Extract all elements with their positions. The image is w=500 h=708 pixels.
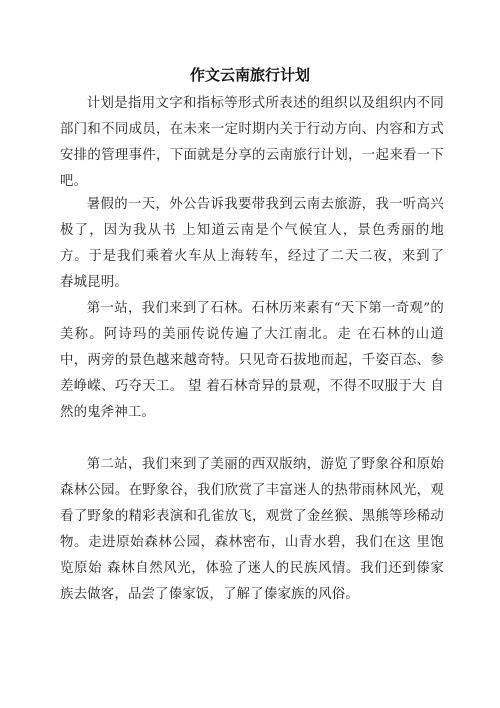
paragraph-xishuangbanna: 第二站，我们来到了美丽的西双版纳，游览了野象谷和原始森林公园。在野象谷，我们欣赏了丰富迷人的热带雨林风光，观看了野象的精彩表演和孔雀放飞，观赏了金丝猴、黑熊等珍稀动物。走进原始森林公园，森林密布，山青水碧，我们在这 里饱览原始 森林自然风光，体验了迷人的民族风情。我们还到傣家族去做客，品尝了傣家饭，了解了傣家族的风俗。: [60, 457, 444, 602]
paragraph-intro: 计划是指用文字和指标等形式所表述的组织以及组织内不同部门和不同成员，在未来一定时期内关于行动方向、内容和方式安排的管理事件，下面就是分享的云南旅行计划，一起来看一下吧。: [60, 96, 444, 189]
document-title: 作文云南旅行计划: [189, 66, 310, 84]
paragraph-stone-forest: 第一站，我们来到了石林。石林历来素有“天下第一奇观”的美称。阿诗玛的美丽传说传遍了大江南北。走 在石林的山道中，两旁的景色越来越奇特。只见奇石拔地而起，千姿百态、参差峥嵘、巧夺天工。 望 着石林奇异的景观，不得不叹服于大 自然的鬼斧神工。: [60, 301, 444, 420]
paragraph-summer-trip: 暑假的一天，外公告诉我要带我到云南去旅游，我一听高兴极了，因为我从书 上知道云南是个气候宜人，景色秀丽的地方。于是我们乘着火车从上海转车，经过了二天二夜，来到了 春城昆明。: [60, 197, 444, 290]
